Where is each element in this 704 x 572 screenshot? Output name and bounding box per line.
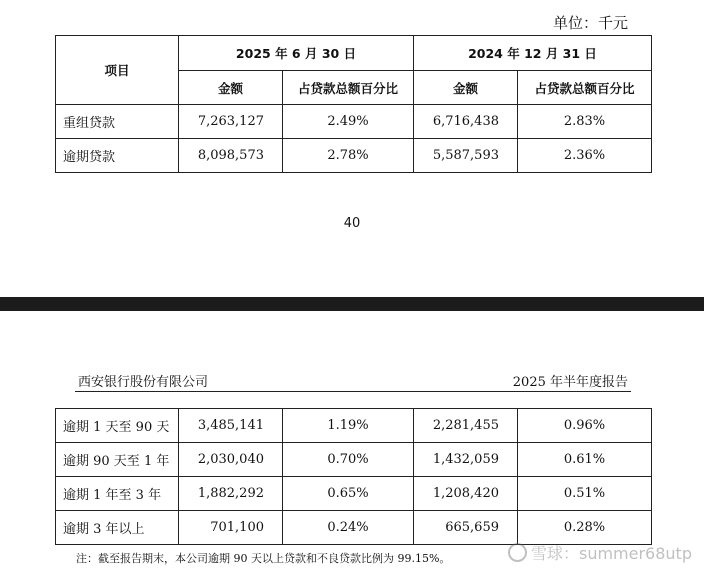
amount-cell: 1,208,420 bbox=[414, 477, 518, 511]
table-row bbox=[56, 443, 652, 477]
col-item-header: 项目 bbox=[56, 36, 179, 105]
row-label: 逾期 1 年至 3 年 bbox=[56, 477, 179, 511]
pct-cell: 2.49% bbox=[283, 105, 414, 139]
amount-header-1: 金额 bbox=[179, 71, 283, 105]
unit-label: 单位：千元 bbox=[552, 14, 628, 32]
page-separator bbox=[0, 297, 704, 311]
page-number: 40 bbox=[343, 216, 361, 231]
pct-cell: 0.51% bbox=[518, 477, 652, 511]
pct-cell: 0.70% bbox=[283, 443, 414, 477]
amount-cell: 8,098,573 bbox=[179, 139, 283, 173]
pct-cell: 0.24% bbox=[283, 511, 414, 545]
amount-cell: 7,263,127 bbox=[179, 105, 283, 139]
amount-cell: 1,432,059 bbox=[414, 443, 518, 477]
loan-table-top bbox=[55, 35, 652, 173]
row-label: 逾期 3 年以上 bbox=[56, 511, 179, 545]
overdue-breakdown-table bbox=[55, 408, 652, 545]
pct-cell: 2.83% bbox=[518, 105, 652, 139]
amount-cell: 2,281,455 bbox=[414, 409, 518, 443]
table-row bbox=[56, 105, 652, 139]
row-label: 逾期贷款 bbox=[56, 139, 179, 173]
row-label: 逾期 1 天至 90 天 bbox=[56, 409, 179, 443]
amount-cell: 701,100 bbox=[179, 511, 283, 545]
amount-cell: 5,587,593 bbox=[414, 139, 518, 173]
amount-cell: 1,882,292 bbox=[179, 477, 283, 511]
pct-cell: 2.78% bbox=[283, 139, 414, 173]
period2-header: 2024 年 12 月 31 日 bbox=[414, 36, 652, 71]
amount-cell: 6,716,438 bbox=[414, 105, 518, 139]
watermark bbox=[508, 541, 692, 564]
pct-cell: 0.61% bbox=[518, 443, 652, 477]
amount-cell: 3,485,141 bbox=[179, 409, 283, 443]
footnote: 注：截至报告期末，本公司逾期 90 天以上贷款和不良贷款比例为 99.15%。 bbox=[76, 552, 451, 565]
pct-cell: 0.65% bbox=[283, 477, 414, 511]
period1-header: 2025 年 6 月 30 日 bbox=[179, 36, 414, 71]
pct-header-2: 占贷款总额百分比 bbox=[518, 71, 652, 105]
pct-cell: 2.36% bbox=[518, 139, 652, 173]
pct-cell: 0.28% bbox=[518, 511, 652, 545]
pct-cell: 0.96% bbox=[518, 409, 652, 443]
row-label: 逾期 90 天至 1 年 bbox=[56, 443, 179, 477]
table-row bbox=[56, 477, 652, 511]
amount-cell: 2,030,040 bbox=[179, 443, 283, 477]
row-label: 重组贷款 bbox=[56, 105, 179, 139]
table-row bbox=[56, 511, 652, 545]
company-name: 西安银行股份有限公司 bbox=[78, 375, 209, 390]
table-row bbox=[56, 409, 652, 443]
header-rule bbox=[75, 391, 631, 392]
table-row bbox=[56, 139, 652, 173]
pct-header-1: 占贷款总额百分比 bbox=[283, 71, 414, 105]
report-title: 2025 年半年度报告 bbox=[512, 375, 628, 390]
amount-cell: 665,659 bbox=[414, 511, 518, 545]
amount-header-2: 金额 bbox=[414, 71, 518, 105]
watermark-logo-icon bbox=[508, 543, 527, 562]
pct-cell: 1.19% bbox=[283, 409, 414, 443]
watermark-text: 雪球：summer68utp bbox=[530, 544, 692, 563]
